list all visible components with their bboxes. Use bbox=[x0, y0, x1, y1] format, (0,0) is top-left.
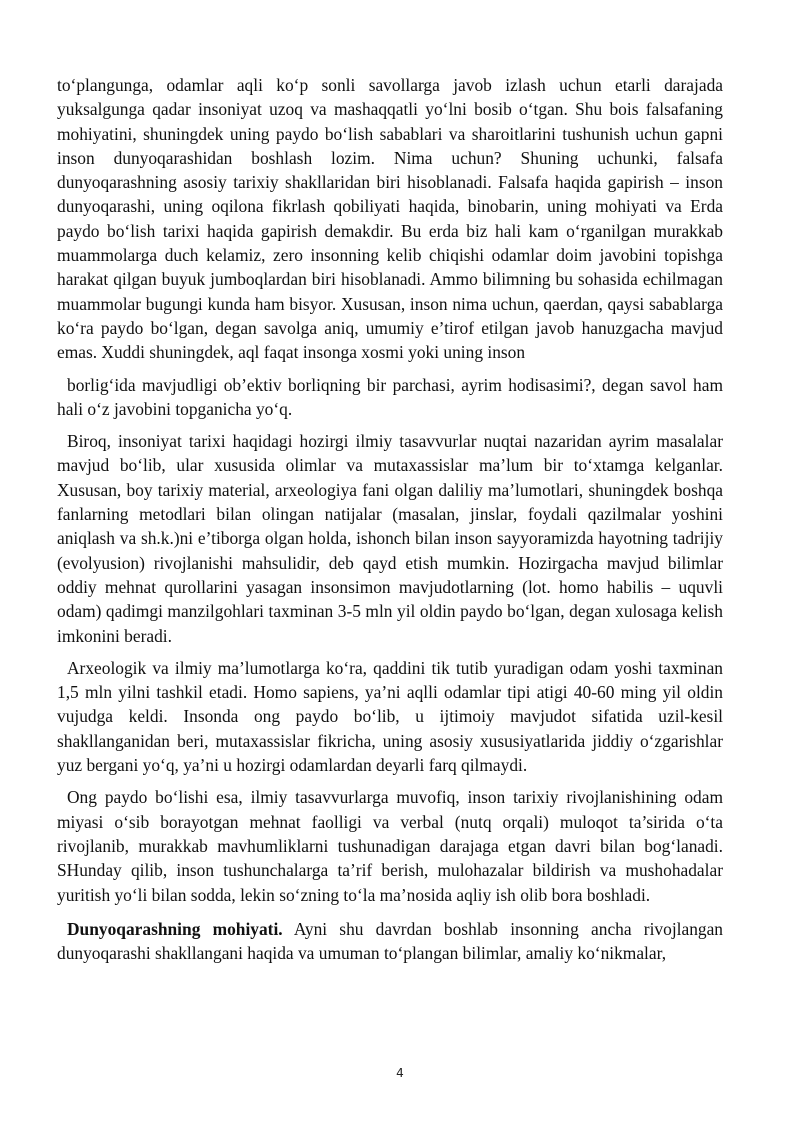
section-heading: Dunyoqarashning mohiyati. bbox=[67, 918, 283, 939]
paragraph-question: borlig‘ida mavjudligi ob’ektiv borliqning bir parchasi, ayrim hodisasimi?, degan savol ham hali o‘z javobini topganicha yo‘q. bbox=[57, 374, 723, 419]
paragraph-consciousness: Ong paydo bo‘lishi esa, ilmiy tasavvurlarga muvofiq, inson tarixiy rivojlanishining odam miyasi o‘sib borayotgan mehnat faolligi va verbal (nutq orqali) muloqot ta’sirida o‘ta rivojlanib, murakkab mavhumliklarni tushunadigan darajaga etgan davri bilan bog‘lanadi. SHunday qilib, inson tushunchalarga ta’rif berish, mulohazalar bildirish va mushohadalar yuritish yo‘li bilan sodda, lekin so‘zning to‘la ma’nosida aqliy ish olib bora boshladi. bbox=[57, 787, 723, 905]
document-page bbox=[57, 73, 723, 965]
paragraph-intro: to‘plangunga, odamlar aqli ko‘p sonli savollarga javob izlash uchun etarli darajada yuksalgunga qadar insoniyat uzoq va mashaqqatli yo‘lni bosib o‘tgan. Shu bois falsafaning mohiyatini, shuningdek uning paydo bo‘lish sabablari va sharoitlarini tushunish uchun gapni inson dunyoqarashidan boshlash lozim. Nima uchun? Shuning uchunki, falsafa dunyoqarashning asosiy tarixiy shakllaridan biri hisoblanadi. Falsafa haqida gapirish – inson dunyoqarashi, uning oqilona fikrlash qobiliyati haqida, binobarin, uning mohiyati va Erda paydo bo‘lish tarixi haqida gapirish demakdir. Bu erda biz hali kam o‘rganilgan murakkab muammolarga duch kelamiz, zero insonning kelib chiqishi odamlar doim javobini topishga harakat qilgan buyuk jumboqlardan biri hisoblanadi. Ammo bilimning bu sohasida echilmagan muammolar bugungi kunda ham bisyor. Xususan, inson nima uchun, qaerdan, qaysi sabablarga ko‘ra paydo bo‘lgan, degan savolga aniq, umumiy e’tirof etilgan javob hanuzgacha mavjud emas. Xuddi shuningdek, aql faqat insonga xosmi yoki uning inson bbox=[57, 75, 723, 363]
page-number: 4 bbox=[396, 1066, 404, 1080]
paragraph-archaeology: Arxeologik va ilmiy ma’lumotlarga ko‘ra, qaddini tik tutib yuradigan odam yoshi taxminan 1,5 mln yilni tashkil etadi. Homo sapiens, ya’ni aqlli odamlar tipi atigi 40-60 ming yil oldin vujudga keldi. Insonda ong paydo bo‘lib, u ijtimoiy mavjudot sifatida uzil-kesil shakllanganidan beri, mutaxassislar fikricha, uning asosiy xususiyatlarida jiddiy o‘zgarishlar yuz bergani yo‘q, ya’ni u hozirgi odamlardan deyarli farq qilmaydi. bbox=[57, 657, 723, 776]
paragraph-worldview bbox=[57, 917, 723, 966]
paragraph-history: Biroq, insoniyat tarixi haqidagi hozirgi ilmiy tasavvurlar nuqtai nazaridan ayrim masalalar mavjud bo‘lib, ular xususida olimlar va mutaxassislar ma’lum bir to‘xtamga kelganlar. Xususan, boy tarixiy material, arxeologiya fani olgan daliliy ma’lumotlari, shuningdek boshqa fanlarning metodlari bilan olingan natijalar (masalan, jinslar, foydali qazilmalar yoshini aniqlash va sh.k.)ni e’tiborga olgan holda, ishonch bilan inson sayyoramizda hayotning tadrijiy (evolyusion) rivojlanishi mahsulidir, deb qayd etish mumkin. Hozirgacha mavjud bilimlar oddiy mehnat qurollarini yasagan insonsimon mavjudotlarning (lot. homo habilis – uquvli odam) qadimgi manzilgohlari taxminan 3-5 mln yil oldin paydo bo‘lgan, degan xulosaga kelish imkonini beradi. bbox=[57, 431, 723, 646]
paragraph-worldview-text: Ayni shu davrdan boshlab insonning ancha rivojlangan dunyoqarashi shakllangani haqida va umuman to‘plangan bilimlar, amaliy ko‘nikmalar, bbox=[57, 918, 724, 964]
